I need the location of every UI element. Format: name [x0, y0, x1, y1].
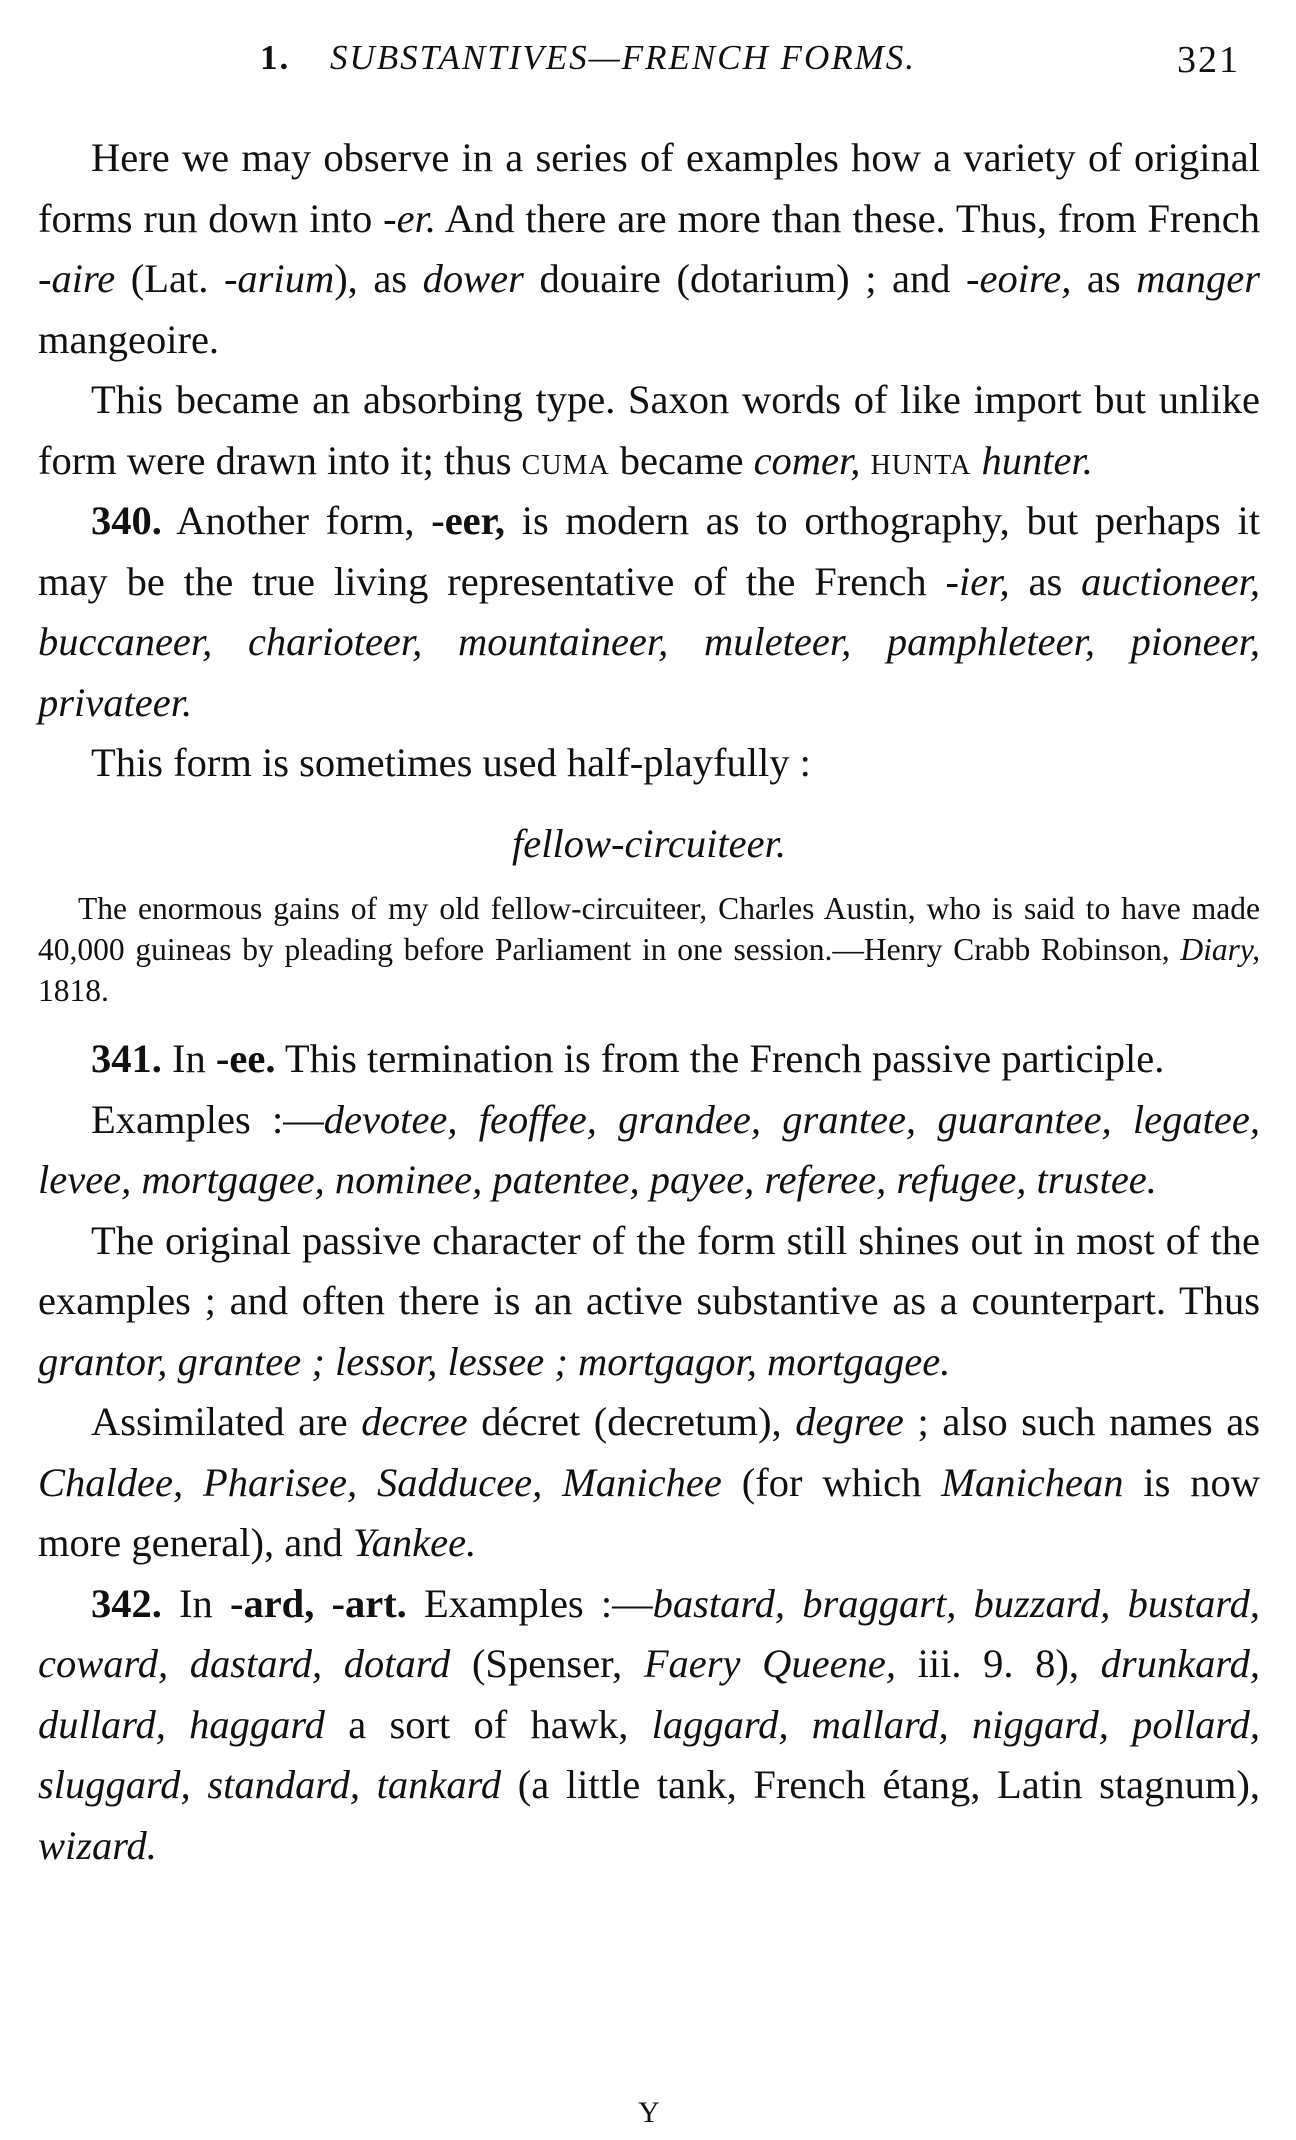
italic-run: grantor, grantee ; lessor, lessee ; mortgagor, mortgagee.: [38, 1338, 951, 1384]
text-run: (a little tank, French étang, Latin stagnum),: [501, 1762, 1260, 1807]
paragraph-half-playfully: [38, 733, 1260, 794]
paragraph-passive-character: [38, 1211, 1260, 1393]
text-run: This became an absorbing type. Saxon words of like import but unlike form were drawn into it; thus: [38, 377, 1260, 483]
text-run: Another form,: [161, 498, 432, 543]
text-run: [971, 438, 981, 483]
italic-run: Faery Queene,: [643, 1641, 896, 1686]
bold-run: -eer,: [431, 498, 506, 543]
italic-run: comer,: [753, 437, 861, 483]
bold-run: -ard, -art.: [229, 1580, 407, 1626]
italic-run: Chaldee, Pharisee, Sadducee, Manichee: [38, 1459, 722, 1505]
text-run: as: [1009, 558, 1082, 604]
example-word: fellow-circuiteer.: [511, 820, 787, 866]
section-342: [38, 1574, 1260, 1877]
italic-run: -eoire,: [966, 256, 1072, 301]
text-run: In: [161, 1036, 216, 1081]
italic-run: decree: [361, 1399, 468, 1444]
section-340: [38, 491, 1260, 733]
text-run: is modern as to orthography, but perhaps it may be the true living representative of the French: [38, 498, 1260, 604]
text-run: The enormous gains of my old fellow-circuiteer, Charles Austin, who is said to have made 40,000 guineas by pleading before Parliament in one session.—Henry Crabb Robinson,: [38, 891, 1260, 967]
italic-run: auctioneer, buccaneer, charioteer, mountaineer, muleteer, pamphleteer, pioneer, privateer.: [38, 558, 1260, 725]
section-number: 342.: [91, 1580, 162, 1626]
italic-run: wizard.: [38, 1822, 157, 1868]
text-run: And there are more than these. Thus, from French: [436, 195, 1260, 241]
italic-run: drunkard, dullard, haggard: [38, 1641, 1260, 1747]
signature-mark: Y: [638, 2096, 660, 2129]
text-run: In: [161, 1580, 230, 1626]
italic-run: Manichean: [941, 1459, 1124, 1505]
text-run: décret (decretum),: [467, 1399, 796, 1444]
small-caps-run: hunta: [870, 437, 972, 483]
text-run: 1818.: [38, 973, 109, 1008]
text-run: Here we may observe in a series of examples how a variety of original forms run down into: [38, 135, 1260, 241]
running-header: [38, 32, 1260, 82]
chapter-number: 1.: [260, 38, 291, 77]
body-text: [38, 128, 1260, 1876]
paragraph-er-forms: [38, 128, 1260, 370]
italic-run: Diary,: [1180, 932, 1260, 967]
italic-run: -ier,: [945, 558, 1010, 604]
text-run: (Spenser,: [450, 1641, 644, 1686]
italic-run: bastard, braggart, buzzard, bustard, coward, dastard, dotard: [38, 1580, 1260, 1686]
paragraph-ee-examples: [38, 1090, 1260, 1211]
italic-run: laggard, mallard, niggard, pollard, sluggard, standard, tankard: [38, 1701, 1260, 1807]
italic-run: manger: [1136, 256, 1260, 301]
italic-run: devotee, feoffee, grandee, grantee, guarantee, legatee, levee, mortgagee, nominee, patentee, payee, referee, refugee, trustee.: [38, 1096, 1260, 1202]
text-run: is now more general), and: [38, 1459, 1261, 1565]
italic-run: -aire: [38, 256, 116, 301]
text-run: (Lat.: [115, 256, 224, 301]
text-run: Examples :—: [406, 1580, 653, 1626]
text-run: (for which: [721, 1459, 942, 1505]
italic-run: Yankee.: [352, 1520, 477, 1565]
text-run: ; also such names as: [903, 1399, 1261, 1444]
text-run: douaire (dotarium) ; and: [523, 256, 967, 301]
italic-run: -er.: [383, 195, 437, 241]
section-number: 341.: [91, 1036, 162, 1081]
text-run: ), as: [334, 256, 423, 301]
bold-run: -ee.: [215, 1036, 276, 1081]
text-run: a sort of hawk,: [324, 1701, 652, 1747]
paragraph-assimilated: [38, 1392, 1260, 1574]
text-run: This form is sometimes used half-playfully :: [91, 740, 811, 785]
text-run: mangeoire.: [38, 316, 220, 362]
italic-run: -arium: [223, 256, 335, 301]
text-run: iii. 9. 8),: [895, 1641, 1101, 1686]
italic-run: hunter.: [981, 437, 1093, 483]
italic-run: degree: [795, 1399, 904, 1444]
section-341: [38, 1029, 1260, 1090]
text-run: as: [1071, 256, 1137, 301]
quotation: [38, 888, 1260, 1011]
page-number: 321: [1177, 39, 1240, 81]
text-run: This termination is from the French passive participle.: [275, 1036, 1165, 1081]
text-run: Assimilated are: [91, 1399, 362, 1444]
text-run: The original passive character of the form still shines out in most of the examples ; and often there is an active substantive as a counterpart. Thus: [38, 1217, 1260, 1323]
running-title: SUBSTANTIVES—FRENCH FORMS.: [330, 38, 917, 77]
paragraph-absorbing-type: [38, 370, 1260, 491]
text-run: Examples :—: [91, 1096, 324, 1142]
section-number: 340.: [91, 498, 162, 543]
text-run: became: [609, 437, 754, 483]
small-caps-run: cuma: [521, 437, 610, 483]
italic-run: dower: [422, 256, 524, 301]
text-run: [860, 438, 870, 483]
